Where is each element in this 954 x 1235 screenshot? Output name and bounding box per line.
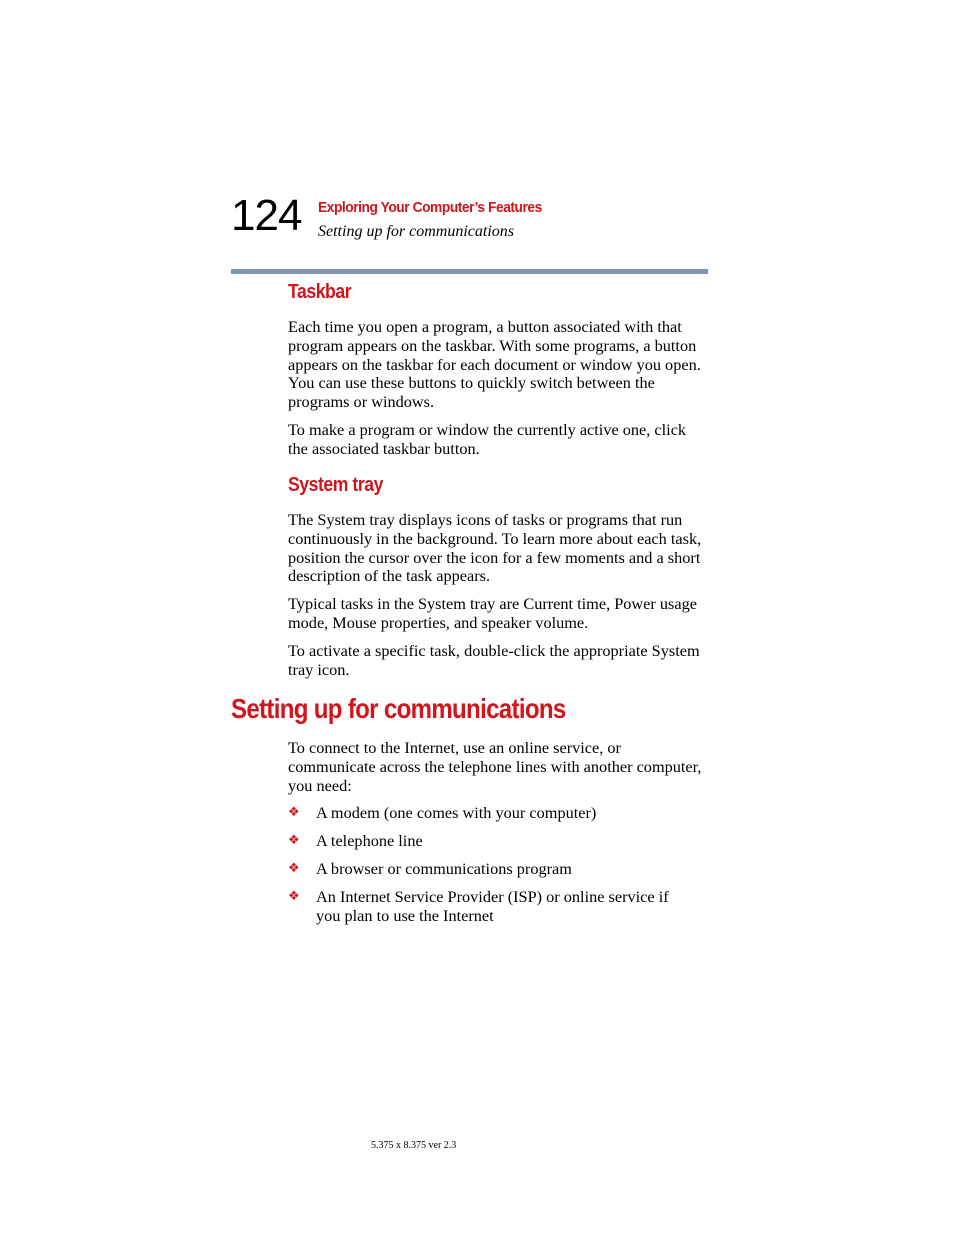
- system-tray-heading: System tray: [288, 474, 383, 496]
- list-item-text: An Internet Service Provider (ISP) or online service if you plan to use the Internet: [316, 887, 669, 925]
- list-item-text: A browser or communications program: [316, 859, 572, 878]
- taskbar-paragraph-2: To make a program or window the currently active one, click the associated taskbar button.: [288, 420, 687, 458]
- diamond-bullet-icon: ❖: [288, 805, 300, 820]
- communications-heading: Setting up for communications: [231, 693, 566, 724]
- list-item-text: A modem (one comes with your computer): [316, 803, 597, 822]
- taskbar-paragraph-1: Each time you open a program, a button associated with that program appears on the taskbar. With some programs, a button appears on the taskbar for each document or window you open. You can use these buttons to quickly switch between the programs or windows.: [288, 317, 701, 412]
- diamond-bullet-icon: ❖: [288, 833, 300, 848]
- communications-intro: To connect to the Internet, use an online service, or communicate across the telephone lines with another computer, you need:: [288, 738, 702, 795]
- section-subtitle: Setting up for communications: [318, 223, 514, 240]
- diamond-bullet-icon: ❖: [288, 889, 300, 904]
- chapter-title: Exploring Your Computer’s Features: [318, 199, 542, 216]
- system-tray-paragraph-3: To activate a specific task, double-click the appropriate System tray icon.: [288, 641, 700, 679]
- system-tray-paragraph-2: Typical tasks in the System tray are Current time, Power usage mode, Mouse properties, and speaker volume.: [288, 594, 697, 632]
- header-rule: [231, 269, 708, 274]
- page-number: 124: [231, 191, 302, 240]
- footer-version: 5.375 x 8.375 ver 2.3: [371, 1140, 457, 1151]
- taskbar-heading: Taskbar: [288, 281, 352, 303]
- diamond-bullet-icon: ❖: [288, 861, 300, 876]
- system-tray-paragraph-1: The System tray displays icons of tasks or programs that run continuously in the background. To learn more about each task, position the cursor over the icon for a few moments and a short description of the task appears.: [288, 510, 702, 586]
- list-item-text: A telephone line: [316, 831, 423, 850]
